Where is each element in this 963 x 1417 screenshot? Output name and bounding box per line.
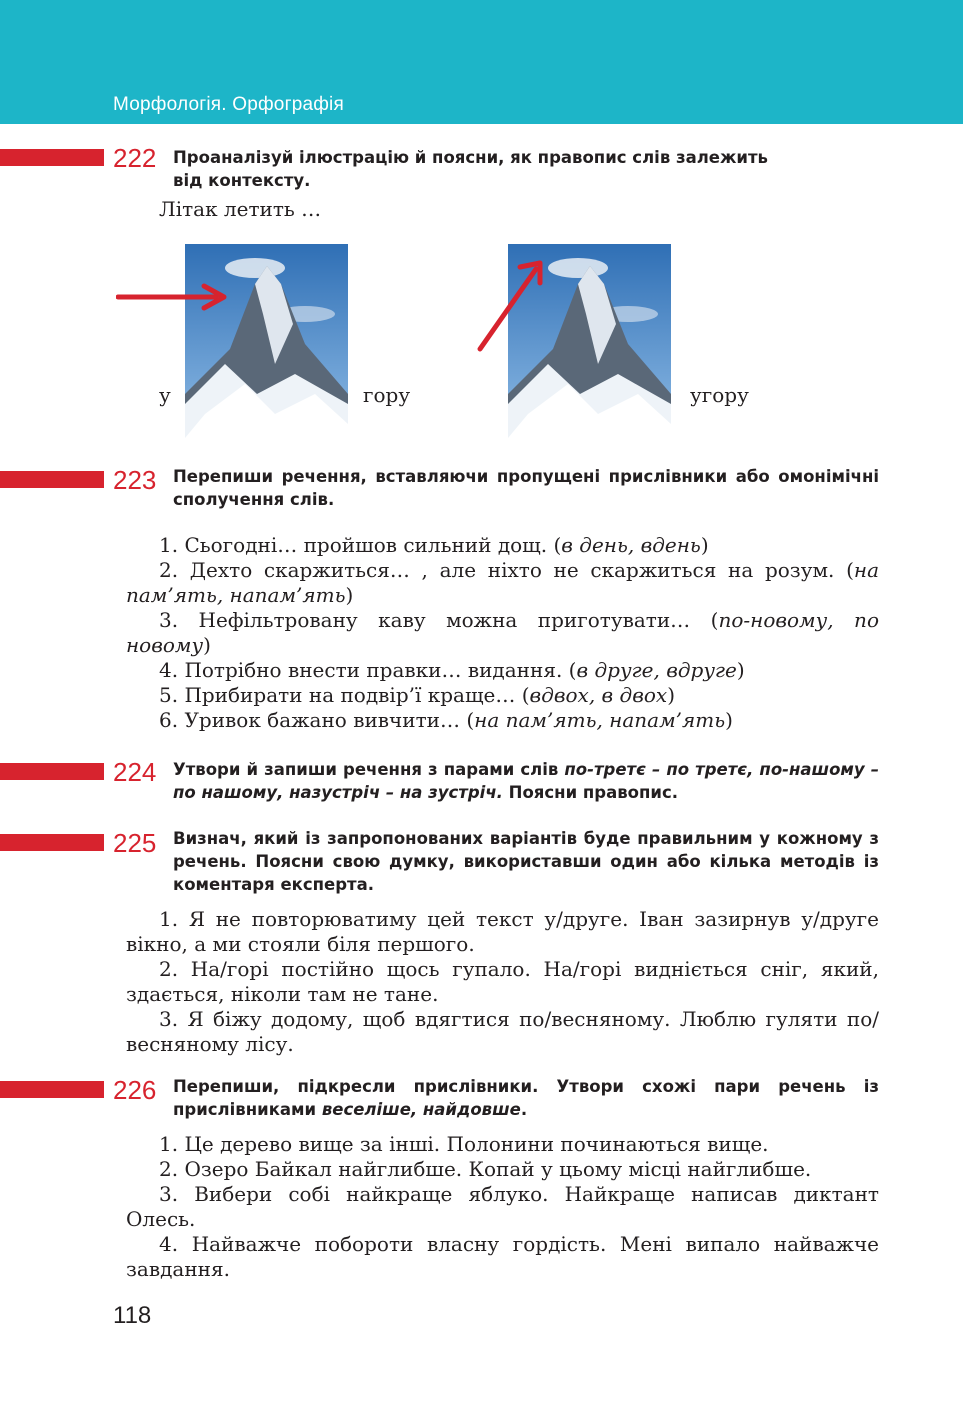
list-item: 6. Уривок бажано вивчити… (на пам’ять, напам’ять) [159, 708, 733, 732]
exercise-number: 222 [113, 143, 157, 173]
list-item: 1. Це дерево вище за інші. Полонини починаються вище. [159, 1132, 769, 1156]
exercise-number: 223 [113, 465, 157, 495]
exercise-number: 224 [113, 757, 157, 787]
mountain-photo-left [185, 244, 348, 438]
exercise-items [126, 1132, 879, 1282]
list-item: 4. Потрібно внести правки… видання. (в друге, вдруге) [159, 658, 745, 682]
exercise-task: Перепиши, підкресли прислівники. Утвори схожі пари речень із прислівниками веселіше, найдовше. [173, 1077, 879, 1119]
exercise-items [126, 533, 879, 733]
list-item: 4. Найважче побороти власну гордість. Мені випало найважче завдання. [126, 1232, 879, 1281]
exercise-sentence: Літак летить … [159, 197, 322, 221]
list-item: 2. На/горі постійно щось гупало. На/горі видніється сніг, який, здається, ніколи там не тане. [126, 957, 879, 1006]
list-item: 3. Вибери собі найкраще яблуко. Найкраще написав диктант Олесь. [126, 1182, 879, 1231]
exercise-marker-bar [0, 1081, 104, 1098]
exercise-marker-bar [0, 834, 104, 851]
exercise-task: Визнач, який із запропонованих варіантів буде правильним у кожному з речень. Поясни свою думку, використавши один або кілька методів із коментаря експерта. [173, 829, 879, 894]
exercise-number: 226 [113, 1075, 157, 1105]
list-item: 2. Озеро Байкал найглибше. Копай у цьому місці найглибше. [159, 1157, 812, 1181]
page-number: 118 [113, 1302, 152, 1329]
list-item: 3. Я біжу додому, щоб вдягтися по/весняному. Люблю гуляти по/весняному лісу. [126, 1007, 879, 1056]
list-item: 1. Сьогодні… пройшов сильний дощ. (в день, вдень) [159, 533, 709, 557]
exercise-number: 225 [113, 828, 157, 858]
section-title: Морфологія. Орфографія [113, 94, 344, 115]
list-item: 1. Я не повторюватиму цей текст у/друге. Іван зазирнув у/друге вікно, а ми стояли біля першого. [126, 907, 879, 956]
word-label-u: у [159, 383, 171, 407]
exercise-items [126, 907, 879, 1057]
exercise-task: Перепиши речення, вставляючи пропущені прислівники або омонімічні сполучення слів. [173, 467, 879, 509]
list-item: 2. Дехто скаржиться… , але ніхто не скаржиться на розум. (на пам’ять, напам’ять) [126, 558, 879, 607]
exercise-task: Проаналізуй ілюстрацію й поясни, як правопис слів залежить від контексту. [173, 148, 768, 190]
list-item: 5. Прибирати на подвір’ї краще… (вдвох, в двох) [159, 683, 675, 707]
arrow-up-right-icon [474, 255, 554, 355]
word-label-horu: гору [363, 383, 411, 407]
exercise-marker-bar [0, 149, 104, 166]
exercise-marker-bar [0, 763, 104, 780]
exercise-task: Утвори й запиши речення з парами слів по-третє – по третє, по-нашому – по нашому, назустріч – на зустріч. Поясни правопис. [173, 760, 879, 802]
exercise-marker-bar [0, 471, 104, 488]
word-label-uhoru: угору [690, 383, 749, 407]
arrow-right-icon [116, 280, 232, 314]
list-item: 3. Нефільтровану каву можна приготувати… (по-новому, по новому) [126, 608, 879, 657]
